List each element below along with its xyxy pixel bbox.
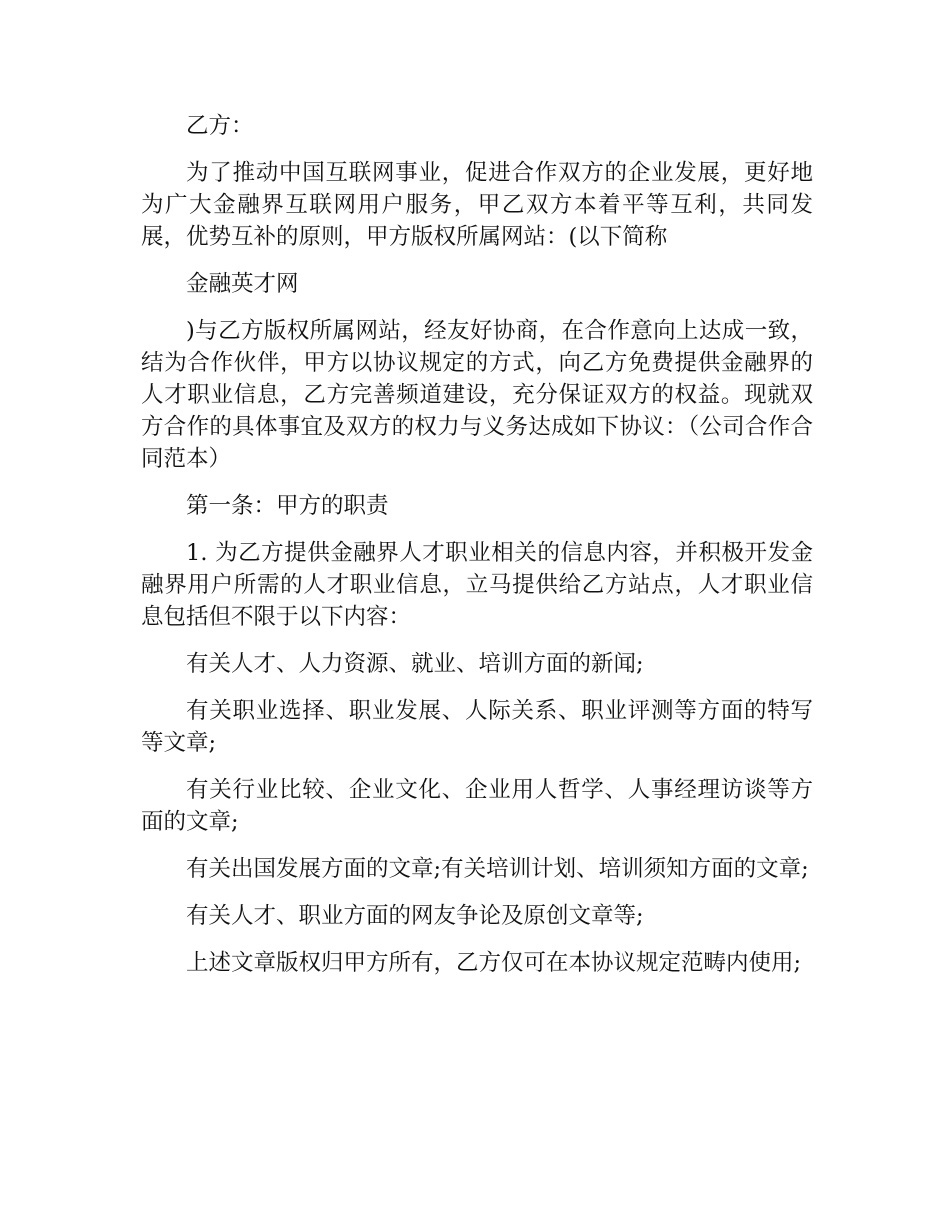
content-item-career: 有关职业选择、职业发展、人际关系、职业评测等方面的特写等文章; xyxy=(141,698,813,756)
content-item-industry: 有关行业比较、企业文化、企业用人哲学、人事经理访谈等方面的文章; xyxy=(141,777,813,835)
agreement-paragraph: )与乙方版权所属网站，经友好协商，在合作意向上达成一致，结为合作伙伴，甲方以协议规定的方式，向乙方免费提供金融界的人才职业信息，乙方完善频道建设，充分保证双方的权益。现就双方合作的具体事宜及双方的权力与义务达成如下协议：（公司合作合同范本） xyxy=(141,318,813,472)
copyright-clause: 上述文章版权归甲方所有，乙方仅可在本协议规定范畴内使用; xyxy=(186,950,802,976)
content-item-netizen: 有关人才、职业方面的网友争论及原创文章等; xyxy=(186,903,644,929)
party-b-label: 乙方： xyxy=(186,113,254,139)
document-page xyxy=(141,110,813,994)
site-name: 金融英才网 xyxy=(186,271,299,297)
content-item-news: 有关人才、人力资源、就业、培训方面的新闻; xyxy=(186,651,644,677)
clause-1: 1. 为乙方提供金融界人才职业相关的信息内容，并积极开发金融界用户所需的人才职业信息，立马提供给乙方站点，人才职业信息包括但不限于以下内容： xyxy=(141,540,813,630)
content-item-overseas: 有关出国发展方面的文章;有关培训计划、培训须知方面的文章; xyxy=(186,856,809,882)
article-one-heading: 第一条：甲方的职责 xyxy=(186,493,389,519)
preamble-paragraph: 为了推动中国互联网事业，促进合作双方的企业发展，更好地为广大金融界互联网用户服务，甲乙双方本着平等互利，共同发展，优势互补的原则，甲方版权所属网站：(以下简称 xyxy=(141,160,813,250)
